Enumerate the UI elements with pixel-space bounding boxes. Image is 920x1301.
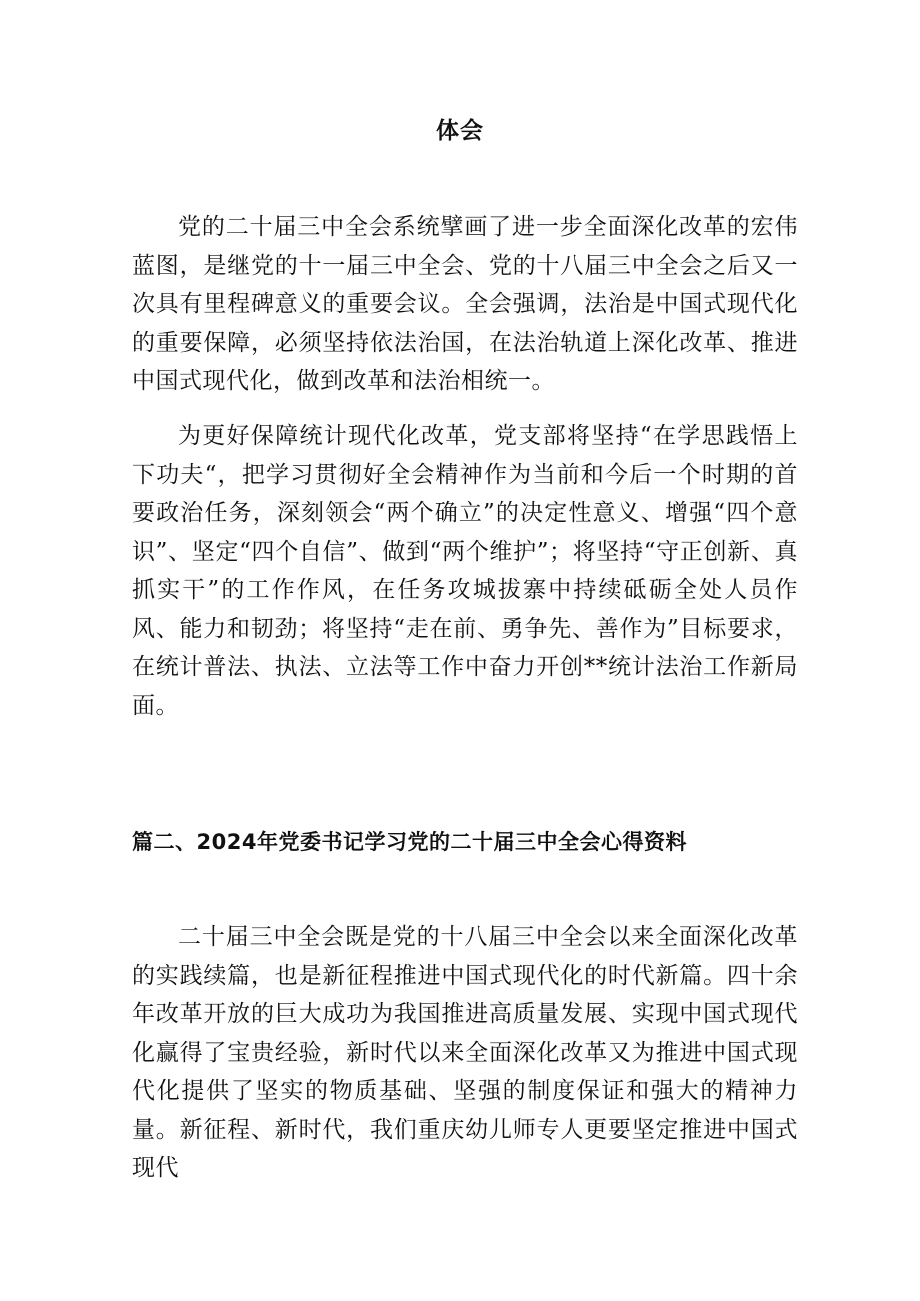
body-paragraph: 为更好保障统计现代化改革，党支部将坚持“在学思践悟上下功夫“，把学习贯彻好全会精神作为当前和今后一个时期的首要政治任务，深刻领会“两个确立”的决定性意义、增强“四个意识”、坚定“四个自信”、做到“两个维护”；将坚持“守正创新、真抓实干”的工作作风，在任务攻城拔寨中持续砥砺全处人员作风、能力和韧劲；将坚持“走在前、勇争先、善作为”目标要求，在统计普法、执法、立法等工作中奋力开创**统计法治工作新局面。 — [132, 423, 798, 719]
section-heading: 篇二、2024年党委书记学习党的二十届三中全会心得资料 — [132, 830, 687, 854]
body-paragraph: 党的二十届三中全会系统擘画了进一步全面深化改革的宏伟蓝图，是继党的十一届三中全会、党的十八届三中全会之后又一次具有里程碑意义的重要会议。全会强调，法治是中国式现代化的重要保障，必须坚持依法治国，在法治轨道上深化改革、推进中国式现代化，做到改革和法治相统一。 — [132, 214, 798, 394]
page-title: 体会 — [436, 118, 484, 144]
body-paragraph: 二十届三中全会既是党的十八届三中全会以来全面深化改革的实践续篇，也是新征程推进中国式现代化的时代新篇。四十余年改革开放的巨大成功为我国推进高质量发展、实现中国式现代化赢得了宝贵经验，新时代以来全面深化改革又为推进中国式现代化提供了坚实的物质基础、坚强的制度保证和强大的精神力量。新征程、新时代，我们重庆幼儿师专人更要坚定推进中国式现代 — [132, 924, 798, 1181]
